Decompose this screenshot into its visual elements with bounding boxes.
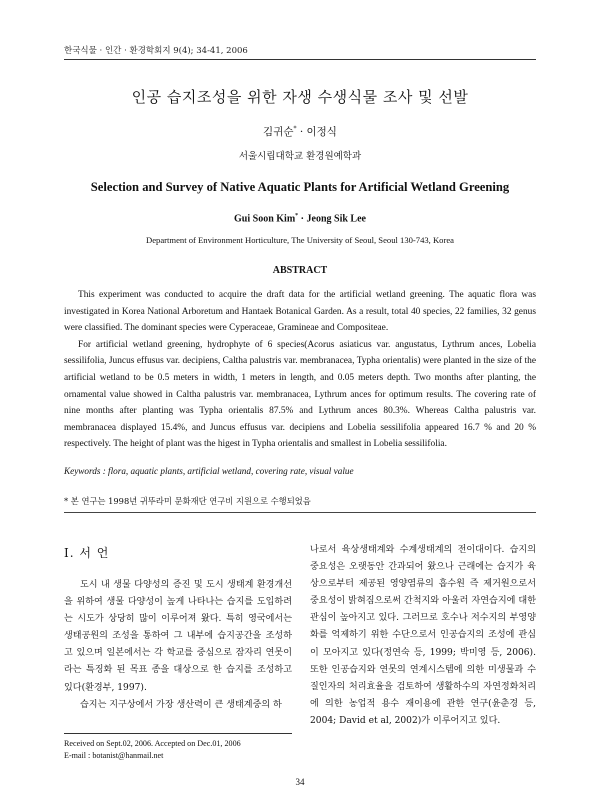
english-authors (0, 213, 600, 224)
korean-authors (0, 124, 600, 139)
keywords: Keywords : flora, aquatic plants, artificial wetland, covering rate, visual value (64, 466, 354, 476)
left-column (64, 577, 292, 714)
section-heading-introduction: Ⅰ. 서 언 (64, 546, 110, 560)
korean-author-2: 이정식 (306, 126, 337, 138)
abstract-paragraph-1: This experiment was conducted to acquire the draft data for the artificial wetland greening. The aquatic flora was investigated in Korea National Arboretum and Hantaek Botanical Garden. As a result, total 40 species, 22 families, 32 genus were classified. The dominant species were Cyperaceae, Gramineae and Compositeae. (64, 290, 536, 334)
page-number: 34 (295, 777, 305, 787)
header-rule (64, 59, 536, 60)
english-affiliation: Department of Environment Horticulture, The University of Seoul, Seoul 130-743, Korea (146, 235, 454, 245)
korean-author-1: 김귀순 (263, 126, 294, 138)
funding-note: * 본 연구는 1998년 귀뚜라미 문화재단 연구비 지원으로 수행되었음 (64, 496, 311, 506)
running-head: 한국식물 · 인간 · 환경학회지 9(4); 34-41, 2006 (64, 46, 248, 56)
korean-author-mark: * (293, 125, 297, 133)
english-title: Selection and Survey of Native Aquatic Plants for Artificial Wetland Greening (90, 180, 510, 194)
abstract-paragraph-2: For artificial wetland greening, hydrophyte of 6 species(Acorus asiaticus var. angustatus, Lythrum ances, Lobelia sessilifolia, Juncus effusus var. decipiens, Caltha palustris var. membranacea, Typha orientalis) were planted in the size of the artificial wetland to be 0.5 meters in width, 1 meters in length, and 0.05 meters depth. Two months after planting, the ornamental value showed in Caltha palustris var. membranacea, Lythrum ances for optimum results. The covering rate of nine months after planting was Typha orientalis 87.5% and Lythrum ances 80.3%. Whereas Caltha palustris var. membranacea displayed 15.4%, and Juncus effusus var. decipiens and Lobelia sessilifolia appeared 16.7 % and 20 % respectively. The height of plant was the higest in Typha orientalis and smallest in Lobelia sessilifolia. (64, 339, 536, 450)
korean-author-separator: · (296, 126, 307, 138)
right-column (310, 542, 536, 730)
received-dates: Received on Sept.02, 2006. Accepted on Dec.01, 2006 (64, 739, 241, 748)
korean-affiliation: 서울시립대학교 환경원예학과 (238, 151, 362, 162)
received-footnote (64, 738, 241, 762)
body-paragraph-right-1: 나로서 육상생태계와 수계생태계의 전이대이다. 습지의 중요성은 오랫동안 간과되어 왔으나 근래에는 습지가 육상으로부터 제공된 영양염류의 흡수원 즉 제거원으로서 중요성이 밝혀짐으로써 간척지와 아울러 자연습지에 대한 관심이 높아지고 있다. 그러므로 호수나 저수지의 부영양화를 억제하기 위한 수단으로서 인공습지의 조성에 관심이 모아지고 있다(정연숙 등, 1999; 박미영 등, 2006). 또한 인공습지와 연못의 연계시스템에 의한 미생물과 수질인자의 처리효율을 검토하여 생활하수의 자연정화처리에 의한 농업적 용수 재이용에 관한 연구(윤춘경 등, 2004; David et al, 2002)가 이루어지고 있다. (310, 545, 536, 726)
body-paragraph-left-2: 습지는 지구상에서 가장 생산력이 큰 생태계중의 하 (80, 699, 282, 710)
body-paragraph-left-1: 도시 내 생물 다양성의 증진 및 도시 생태계 환경개선을 위하여 생물 다양성이 높게 나타나는 습지를 도입하려는 시도가 상당히 많이 이루어져 왔다. 특히 영국에서는 생태공원의 조성을 통하여 그 내부에 습지공간을 조성하고 있으며 일본에서는 각 학교를 중심으로 잠자리 연못이라는 특징화 된 목표 종을 대상으로 한 습지를 조성하고 있다(환경부, 1997). (64, 580, 292, 693)
english-author-2: Jeong Sik Lee (306, 213, 366, 225)
english-author-separator: · (298, 213, 307, 225)
abstract-body (64, 287, 536, 453)
email-address: E-mail : botanist@hanmail.net (64, 751, 164, 760)
footnote-rule (64, 733, 292, 734)
english-author-1: Gui Soon Kim (234, 213, 296, 225)
abstract-rule (64, 512, 536, 513)
english-author-mark: * (295, 213, 299, 219)
korean-title: 인공 습지조성을 위한 자생 수생식물 조사 및 선발 (131, 88, 469, 106)
abstract-heading: ABSTRACT (272, 265, 328, 276)
